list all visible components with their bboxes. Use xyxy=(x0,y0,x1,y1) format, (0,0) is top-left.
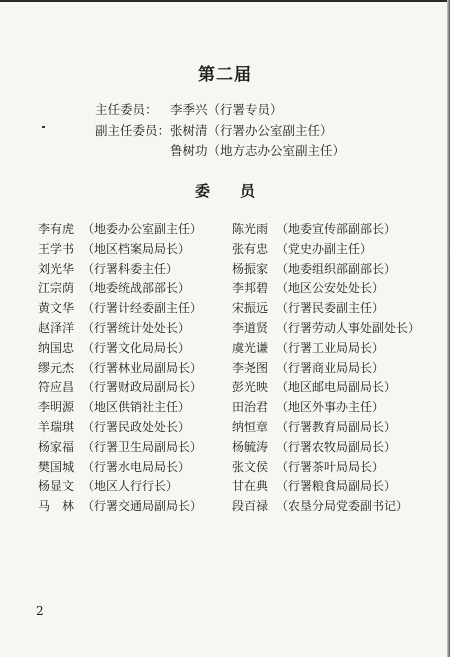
member-entry xyxy=(38,339,190,357)
member-name: 缪元杰 xyxy=(38,360,75,375)
member-name: 纳国忠 xyxy=(38,340,75,355)
members-heading xyxy=(0,180,450,201)
member-title: （行署农牧局副局长） xyxy=(276,439,397,454)
member-title: （行署茶叶局局长） xyxy=(276,459,385,474)
member-title: （行署文化局局长） xyxy=(82,340,191,355)
member-entry xyxy=(38,398,190,416)
member-entry xyxy=(232,339,384,357)
director-entry xyxy=(170,100,283,118)
director-role-label: 主任委员： xyxy=(95,102,158,117)
deputy-title: （地方志办公室副主任） xyxy=(207,143,346,158)
member-entry xyxy=(38,418,190,436)
page-title: 第二届 xyxy=(198,65,252,85)
member-title: （地区公安处处长） xyxy=(276,281,385,296)
member-name: 彭光映 xyxy=(232,380,269,395)
deputy-entry xyxy=(170,141,345,159)
member-title: （行署劳动人事处副处长） xyxy=(276,321,421,335)
member-entry xyxy=(38,477,178,495)
member-title: （地区档案局局长） xyxy=(82,241,191,256)
member-entry xyxy=(232,398,384,416)
member-name: 符应昌 xyxy=(38,380,75,395)
member-name: 李有虎 xyxy=(38,222,75,236)
member-entry xyxy=(232,477,396,495)
member-name: 李道贤 xyxy=(232,321,269,335)
member-entry xyxy=(38,497,202,515)
member-entry xyxy=(38,279,190,297)
member-entry xyxy=(38,240,190,258)
member-name: 李邦碧 xyxy=(232,281,269,296)
member-entry xyxy=(232,260,396,278)
deputy-entry xyxy=(170,121,333,139)
director-name: 李季兴 xyxy=(170,102,208,117)
member-name: 段百禄 xyxy=(232,499,269,514)
member-entry xyxy=(38,260,178,278)
member-entry xyxy=(232,378,396,396)
member-entry xyxy=(232,279,384,297)
member-title: （农垦分局党委副书记） xyxy=(276,499,409,514)
member-title: （行署林业局副局长） xyxy=(82,360,203,375)
member-name: 陈光雨 xyxy=(232,222,269,236)
member-title: （地区供销社主任） xyxy=(82,400,191,415)
member-name: 羊瑞琪 xyxy=(38,420,75,434)
director-title: （行署专员） xyxy=(207,102,283,117)
deputy-title: （行署办公室副主任） xyxy=(207,123,333,138)
member-entry xyxy=(38,438,202,456)
member-entry xyxy=(232,220,396,238)
member-entry xyxy=(232,418,396,436)
member-name: 杨毓涛 xyxy=(232,439,269,454)
member-name: 杨振家 xyxy=(232,261,269,276)
member-title: （行署科委主任） xyxy=(82,261,179,276)
member-title: （行署水电局局长） xyxy=(82,459,191,474)
member-name: 杨显文 xyxy=(38,479,75,494)
member-entry xyxy=(232,438,396,456)
page-top-edge xyxy=(0,0,450,2)
member-name: 宋振远 xyxy=(232,301,269,316)
deputy-name: 鲁树功 xyxy=(170,143,208,158)
member-entry xyxy=(38,299,202,317)
member-title: （地委统战部部长） xyxy=(82,281,191,296)
page-number: 2 xyxy=(36,604,44,618)
member-name: 王学书 xyxy=(38,241,75,256)
member-entry xyxy=(232,497,408,515)
deputy-role-label: 副主任委员： xyxy=(95,123,171,138)
member-entry xyxy=(232,299,384,317)
member-title: （行署民委副主任） xyxy=(276,301,385,316)
members-heading-char: 委 xyxy=(194,182,210,200)
member-title: （行署统计处处长） xyxy=(82,321,191,335)
member-name: 李尧图 xyxy=(232,360,269,375)
member-entry xyxy=(232,359,384,377)
member-entry xyxy=(38,458,190,476)
print-speck xyxy=(42,126,45,128)
member-title: （地委宣传部副部长） xyxy=(276,222,397,236)
member-name: 甘在典 xyxy=(232,479,269,494)
member-name: 杨家福 xyxy=(38,439,75,454)
member-name: 张文侯 xyxy=(232,459,269,474)
member-name: 虞光谦 xyxy=(232,340,269,355)
member-name: 樊国城 xyxy=(38,459,75,474)
member-name: 黄文华 xyxy=(38,301,75,316)
member-entry xyxy=(232,319,420,337)
member-title: （地区外事办主任） xyxy=(276,400,385,415)
member-title: （地委办公室副主任） xyxy=(82,222,203,236)
deputy-name: 张树清 xyxy=(170,123,208,138)
member-title: （行署计经委副主任） xyxy=(82,301,203,316)
member-name: 刘光华 xyxy=(38,261,75,276)
member-title: （行署粮食局副局长） xyxy=(276,479,397,494)
member-title: （行署工业局局长） xyxy=(276,340,385,355)
member-title: （行署财政局副局长） xyxy=(82,380,203,395)
member-title: （行署民政处处长） xyxy=(82,420,191,434)
members-heading-char: 员 xyxy=(240,182,256,200)
member-title: （地区人行行长） xyxy=(82,479,179,494)
member-title: （行署教育局副局长） xyxy=(276,420,397,434)
member-name: 李明源 xyxy=(38,400,75,415)
member-name: 田治君 xyxy=(232,400,269,415)
member-title: （党史办副主任） xyxy=(276,241,373,256)
member-entry xyxy=(38,319,190,337)
member-title: （地委组织部副部长） xyxy=(276,261,397,276)
member-name: 纳恒章 xyxy=(232,420,269,434)
member-entry xyxy=(38,378,202,396)
member-title: （行署卫生局副局长） xyxy=(82,439,203,454)
member-name: 马 林 xyxy=(38,499,75,514)
member-title: （行署商业局局长） xyxy=(276,360,385,375)
member-title: （地区邮电局副局长） xyxy=(276,380,397,395)
member-entry xyxy=(38,220,202,238)
member-title: （行署交通局副局长） xyxy=(82,499,203,514)
member-name: 江宗荫 xyxy=(38,281,75,296)
member-entry xyxy=(232,240,372,258)
member-entry xyxy=(38,359,202,377)
member-name: 赵泽洋 xyxy=(38,321,75,335)
member-entry xyxy=(232,458,384,476)
member-name: 张有忠 xyxy=(232,241,269,256)
